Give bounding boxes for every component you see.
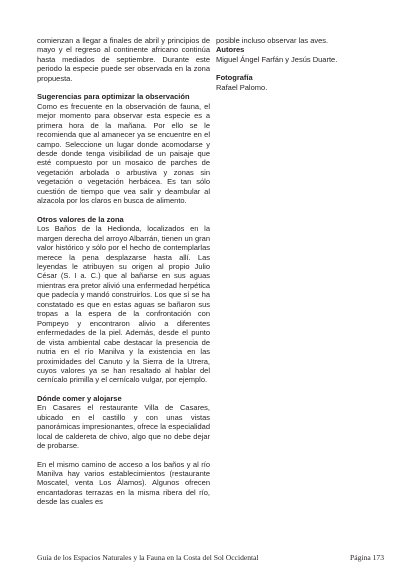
- authors-title: Autores: [216, 45, 245, 55]
- left-column: [37, 36, 210, 516]
- continuation-text: posible incluso observar las aves.: [216, 36, 329, 45]
- photo-title: Fotografía: [216, 73, 253, 83]
- right-column: [216, 36, 384, 101]
- section-title-other-values: Otros valores de la zona: [37, 214, 124, 224]
- section-title-suggestions: Sugerencias para optimizar la observación: [37, 92, 190, 102]
- page-number: Página 173: [350, 553, 384, 562]
- eat-stay-paragraph-1: En Casares el restaurante Villa de Casares, ubicado en el castillo y con unas vistas panorámicas impresionantes, ofrece la especialidad local de caldereta de chivo, algo que no debe dejar de probarse.: [37, 403, 210, 451]
- page-footer: [37, 553, 384, 562]
- authors-text: Miguel Ángel Farfán y Jesús Duarte.: [216, 54, 338, 64]
- other-values-paragraph: Los Baños de la Hedionda, localizados en la margen derecha del arroyo Albarrán, tienen un gran valor histórico y sólo por el hecho de contemplarlas merece la pena desplazarse hasta allí. Las leyendas le atribuyen su origen al propio Julio César (S. I a. C.) que al bañarse en sus aguas mientras era pretor alivió una enfermedad herpética que padecía y mandó construirlos. Los que sí se ha constatado es que en estas aguas se bañaron sus tropas a la espera de la confrontación con Pompeyo y encontraron alivio a diferentes enfermedades de la piel. Además, desde el punto de vista ambiental cabe destacar la presencia de nutria en el río Manilva y la existencia en las proximidades del Canuto y la Sierra de la Utrera, cuyos valores ya se han resaltado al hablar del cernícalo primilla y el cernícalo vulgar, por ejemplo.: [37, 224, 210, 385]
- eat-stay-paragraph-2: En el mismo camino de acceso a los baños y al río Manilva hay varios establecimientos (restaurante Moscatel, venta Los Álamos). Algunos ofrecen encantadoras terrazas en la misma ribera del río, desde las cuales es: [37, 459, 210, 507]
- photo-text: Rafael Palomo.: [216, 82, 268, 92]
- intro-paragraph: comienzan a llegar a finales de abril y principios de mayo y el regreso al continente africano continúa hasta mediados de septiembre. Durante este periodo la especie puede ser observada en la zona propuesta.: [37, 36, 210, 83]
- section-title-eat-stay: Dónde comer y alojarse: [37, 393, 122, 403]
- footer-guide-title: Guía de los Espacios Naturales y la Fauna en la Costa del Sol Occidental: [37, 553, 259, 562]
- suggestions-paragraph: Como es frecuente en la observación de fauna, el mejor momento para observar esta especie es a primera hora de la mañana. Por ello se le recomienda que al amanecer ya se encuentre en el campo. Seleccione un lugar donde acomodarse y desde donde tenga visibilidad de un paisaje que esté compuesto por un mosaico de parches de vegetación arbolada o arbustiva y zonas sin vegetación o vegetación herbácea. Es tan sólo cuestión de tiempo que vea salir y deambular al alzacola por los claros en busca de alimento.: [37, 101, 210, 206]
